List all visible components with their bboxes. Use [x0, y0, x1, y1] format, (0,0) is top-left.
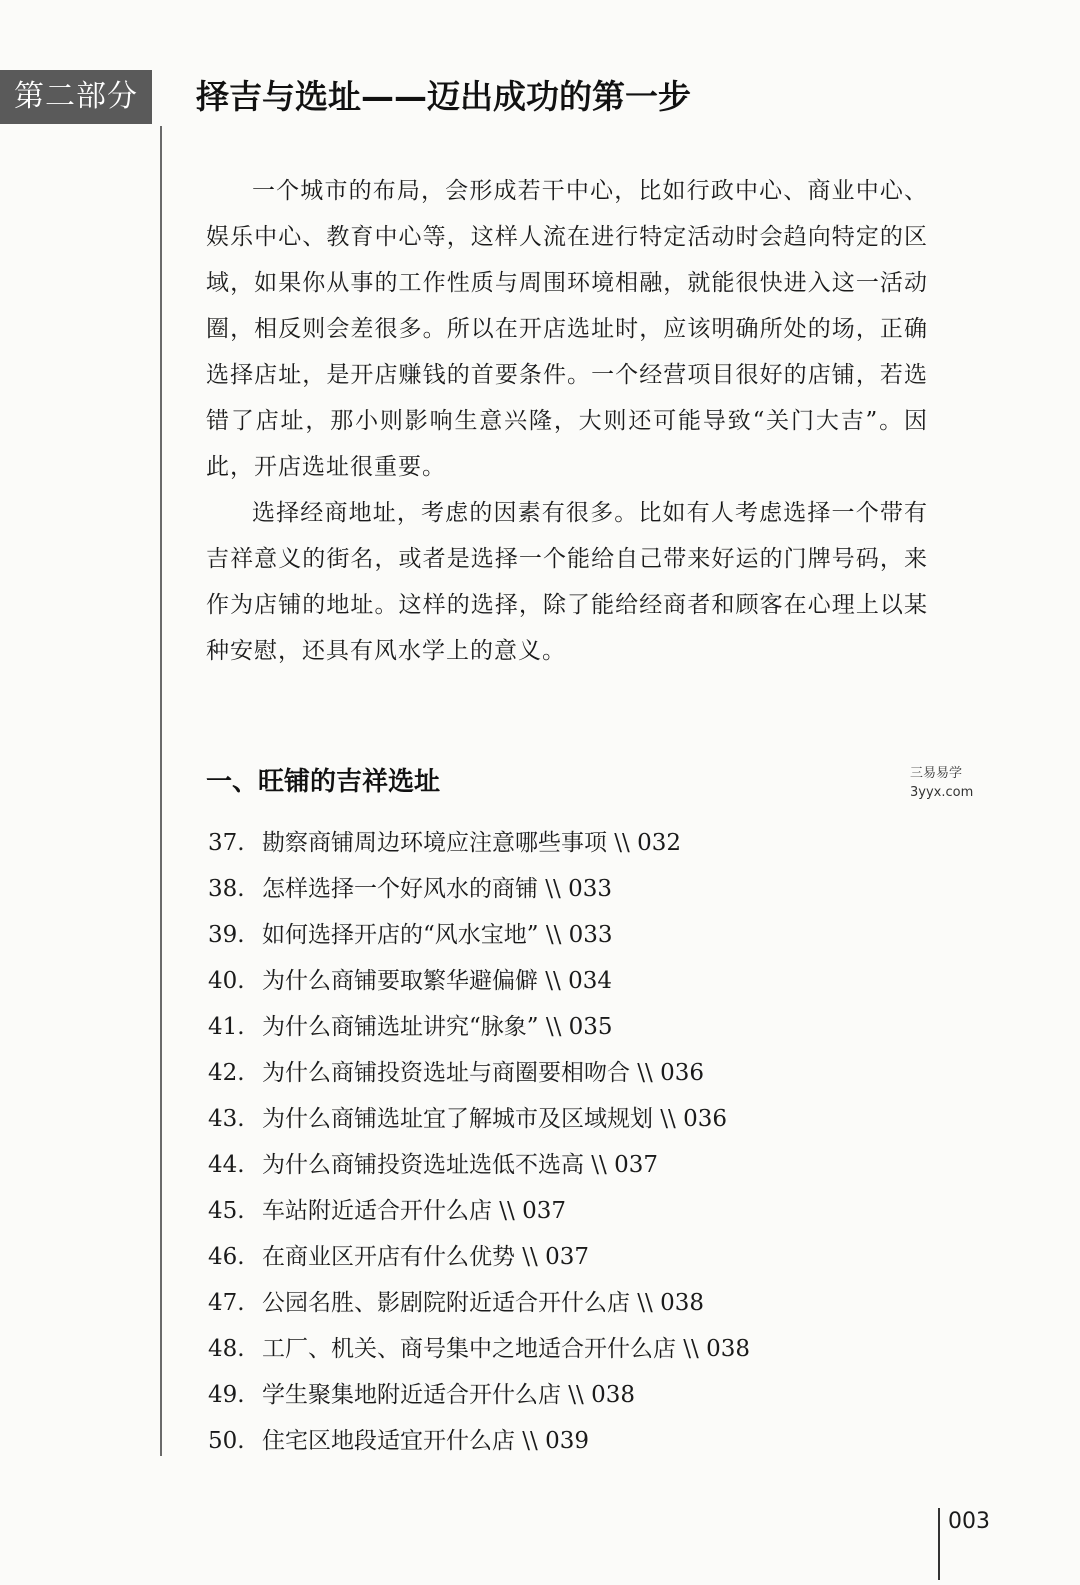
- toc-item[interactable]: [208, 912, 750, 958]
- page-title: 择吉与选址——迈出成功的第一步: [196, 77, 691, 116]
- section-heading: 一、旺铺的吉祥选址: [206, 767, 441, 797]
- paragraph: 选择经商地址，考虑的因素有很多。比如有人考虑选择一个带有吉祥意义的街名，或者是选择一个能给自己带来好运的门牌号码，来作为店铺的地址。这样的选择，除了能给经商者和顾客在心理上以某种安慰，还具有风水学上的意义。: [206, 500, 928, 664]
- toc-item[interactable]: [208, 1418, 750, 1464]
- toc-text: 住宅区地段适宜开什么店 \\ 039: [262, 1428, 590, 1454]
- watermark-line: 3yyx.com: [910, 785, 974, 800]
- toc-number: 50.: [208, 1428, 245, 1454]
- toc-text: 学生聚集地附近适合开什么店 \\ 038: [262, 1382, 636, 1408]
- toc-list: [208, 820, 750, 1464]
- toc-text: 为什么商铺选址讲究“脉象” \\ 035: [262, 1014, 613, 1040]
- toc-number: 42.: [208, 1060, 245, 1086]
- toc-number: 44.: [208, 1152, 245, 1178]
- toc-item[interactable]: [208, 1372, 750, 1418]
- toc-number: 39.: [208, 922, 245, 948]
- toc-text: 如何选择开店的“风水宝地” \\ 033: [262, 922, 613, 948]
- toc-text: 为什么商铺选址宜了解城市及区域规划 \\ 036: [262, 1106, 728, 1132]
- toc-text: 公园名胜、影剧院附近适合开什么店 \\ 038: [262, 1290, 705, 1316]
- toc-text: 为什么商铺投资选址与商圈要相吻合 \\ 036: [262, 1060, 705, 1086]
- toc-text: 为什么商铺要取繁华避偏僻 \\ 034: [262, 968, 613, 994]
- toc-number: 40.: [208, 968, 245, 994]
- margin-rule: [160, 126, 162, 1456]
- toc-item[interactable]: [208, 866, 750, 912]
- toc-text: 车站附近适合开什么店 \\ 037: [262, 1198, 567, 1224]
- watermark-line: 三易易学: [910, 766, 963, 781]
- toc-number: 43.: [208, 1106, 245, 1132]
- toc-item[interactable]: [208, 1050, 750, 1096]
- toc-item[interactable]: [208, 820, 750, 866]
- toc-item[interactable]: [208, 1142, 750, 1188]
- toc-item[interactable]: [208, 1234, 750, 1280]
- toc-number: 37.: [208, 830, 245, 856]
- toc-number: 45.: [208, 1198, 245, 1224]
- toc-item[interactable]: [208, 1096, 750, 1142]
- toc-item[interactable]: [208, 1326, 750, 1372]
- toc-number: 48.: [208, 1336, 245, 1362]
- toc-text: 勘察商铺周边环境应注意哪些事项 \\ 032: [262, 830, 682, 856]
- toc-number: 47.: [208, 1290, 245, 1316]
- toc-item[interactable]: [208, 958, 750, 1004]
- toc-text: 为什么商铺投资选址选低不选高 \\ 037: [262, 1152, 659, 1178]
- part-label: 第二部分: [0, 70, 152, 124]
- toc-number: 38.: [208, 876, 245, 902]
- toc-number: 49.: [208, 1382, 245, 1408]
- toc-text: 在商业区开店有什么优势 \\ 037: [262, 1244, 590, 1270]
- toc-item[interactable]: [208, 1188, 750, 1234]
- intro-text: [206, 168, 928, 674]
- toc-item[interactable]: [208, 1280, 750, 1326]
- page-number: 003: [938, 1508, 990, 1580]
- toc-text: 工厂、机关、商号集中之地适合开什么店 \\ 038: [262, 1336, 751, 1362]
- toc-number: 41.: [208, 1014, 245, 1040]
- toc-item[interactable]: [208, 1004, 750, 1050]
- watermark: [910, 764, 973, 802]
- toc-text: 怎样选择一个好风水的商铺 \\ 033: [262, 876, 613, 902]
- toc-number: 46.: [208, 1244, 245, 1270]
- paragraph: 一个城市的布局，会形成若干中心，比如行政中心、商业中心、娱乐中心、教育中心等，这样人流在进行特定活动时会趋向特定的区域，如果你从事的工作性质与周围环境相融，就能很快进入这一活动圈，相反则会差很多。所以在开店选址时，应该明确所处的场，正确选择店址，是开店赚钱的首要条件。一个经营项目很好的店铺，若选错了店址，那小则影响生意兴隆，大则还可能导致“关门大吉”。因此，开店选址很重要。: [206, 178, 928, 480]
